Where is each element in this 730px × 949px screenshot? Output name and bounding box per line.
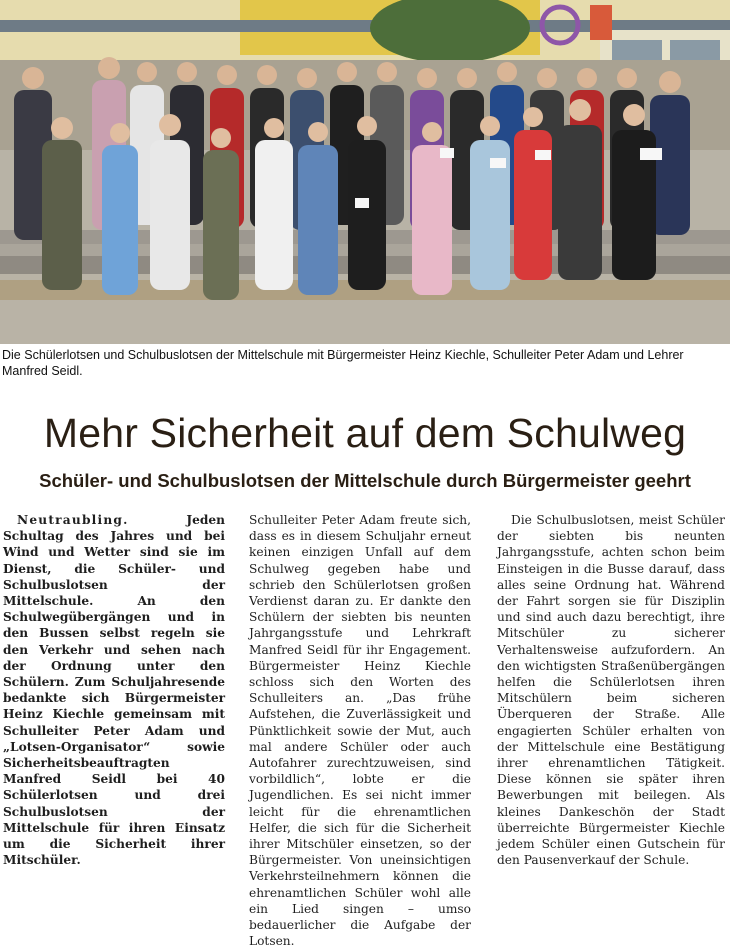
lead-paragraph [3, 512, 225, 868]
photo-caption: Die Schülerlotsen und Schulbuslotsen der Mittelschule mit Bürgermeister Heinz Kiechle, Schulleiter Peter Adam und Lehrer Manfred Seidl. [2, 348, 684, 378]
article-column-2 [249, 512, 471, 949]
dateline: Neutraubling. [17, 513, 129, 527]
group-photo [0, 0, 730, 344]
body-paragraph-3: Die Schulbuslotsen, meist Schüler der siebten bis neunten Jahrgangsstufe, achten schon beim Einsteigen in die Busse darauf, dass alles seine Ordnung hat. Während der Fahrt sorgen sie für Disziplin und sind auch dazu berechtigt, ihre Mitschüler zu sicherer Verhaltensweise aufzufordern. An den wichtigsten Straßenübergängen helfen die Schülerlotsen ihren Mitschülern beim sicheren Überqueren der Straße. Alle engagierten Schüler erhalten von der Mittelschule eine Bestätigung ihrer ehrenamtlichen Tätigkeit. Diese können sie später ihren Bewerbungen mit beilegen. Als kleines Dankeschön der Stadt überreichte Bürgermeister Kiechle jedem Schüler einen Gutschein für den Pausenverkauf der Schule. [497, 513, 725, 868]
lead-text: Jeden Schultag des Jahres und bei Wind und Wetter sind sie im Dienst, die Schüler- und Schulbuslotsen der Mittelschule. An den Schulwegübergängen und in den Bussen selbst regeln sie den Verkehr und sehen nach der Ordnung unter den Schülern. Zum Schuljahresende bedankte sich Bürgermeister Heinz Kiechle gemeinsam mit Schulleiter Peter Adam und „Lotsen-Organisator“ sowie Sicherheitsbeauftragten Manfred Seidl bei 40 Schülerlotsen und drei Schulbuslotsen der Mittelschule für ihren Einsatz um die Sicherheit ihrer Mitschüler. [3, 513, 225, 868]
article-column-3 [497, 512, 725, 868]
body-paragraph-2-continued: Schulleiter Peter Adam freute sich, dass es in diesem Schuljahr erneut keinen einzigen Unfall auf dem Schulweg gegeben habe und schrieb den Schülerlotsen großen Verdienst daran zu. Er dankte den Schülern der siebten bis neunten Jahrgangsstufe und Lehrkraft Manfred Seidl für ihr Engagement. Bürgermeister Heinz Kiechle schloss sich den Worten des Schulleiters an. „Das frühe Aufstehen, die Zuverlässigkeit und Pünktlichkeit sowie der Mut, auch mal andere Schüler oder auch Autofahrer zurechtzuweisen, sind vorbildlich“, lobte er die Jugendlichen. Es sei nicht immer leicht für die ehrenamtlichen Helfer, die sich für die Sicherheit ihrer Mitschüler einsetzen, so der Bürgermeister. Von uneinsichtigen Verkehrsteilnehmern können die ehrenamtlichen Schüler wohl alle ein Lied singen – umso bedauerlicher die Aufgabe der Lotsen. [249, 513, 471, 949]
subheadline: Schüler- und Schulbuslotsen der Mittelschule durch Bürgermeister geehrt [39, 470, 691, 491]
headline: Mehr Sicherheit auf dem Schulweg [43, 410, 687, 456]
article-column-1 [3, 512, 225, 884]
